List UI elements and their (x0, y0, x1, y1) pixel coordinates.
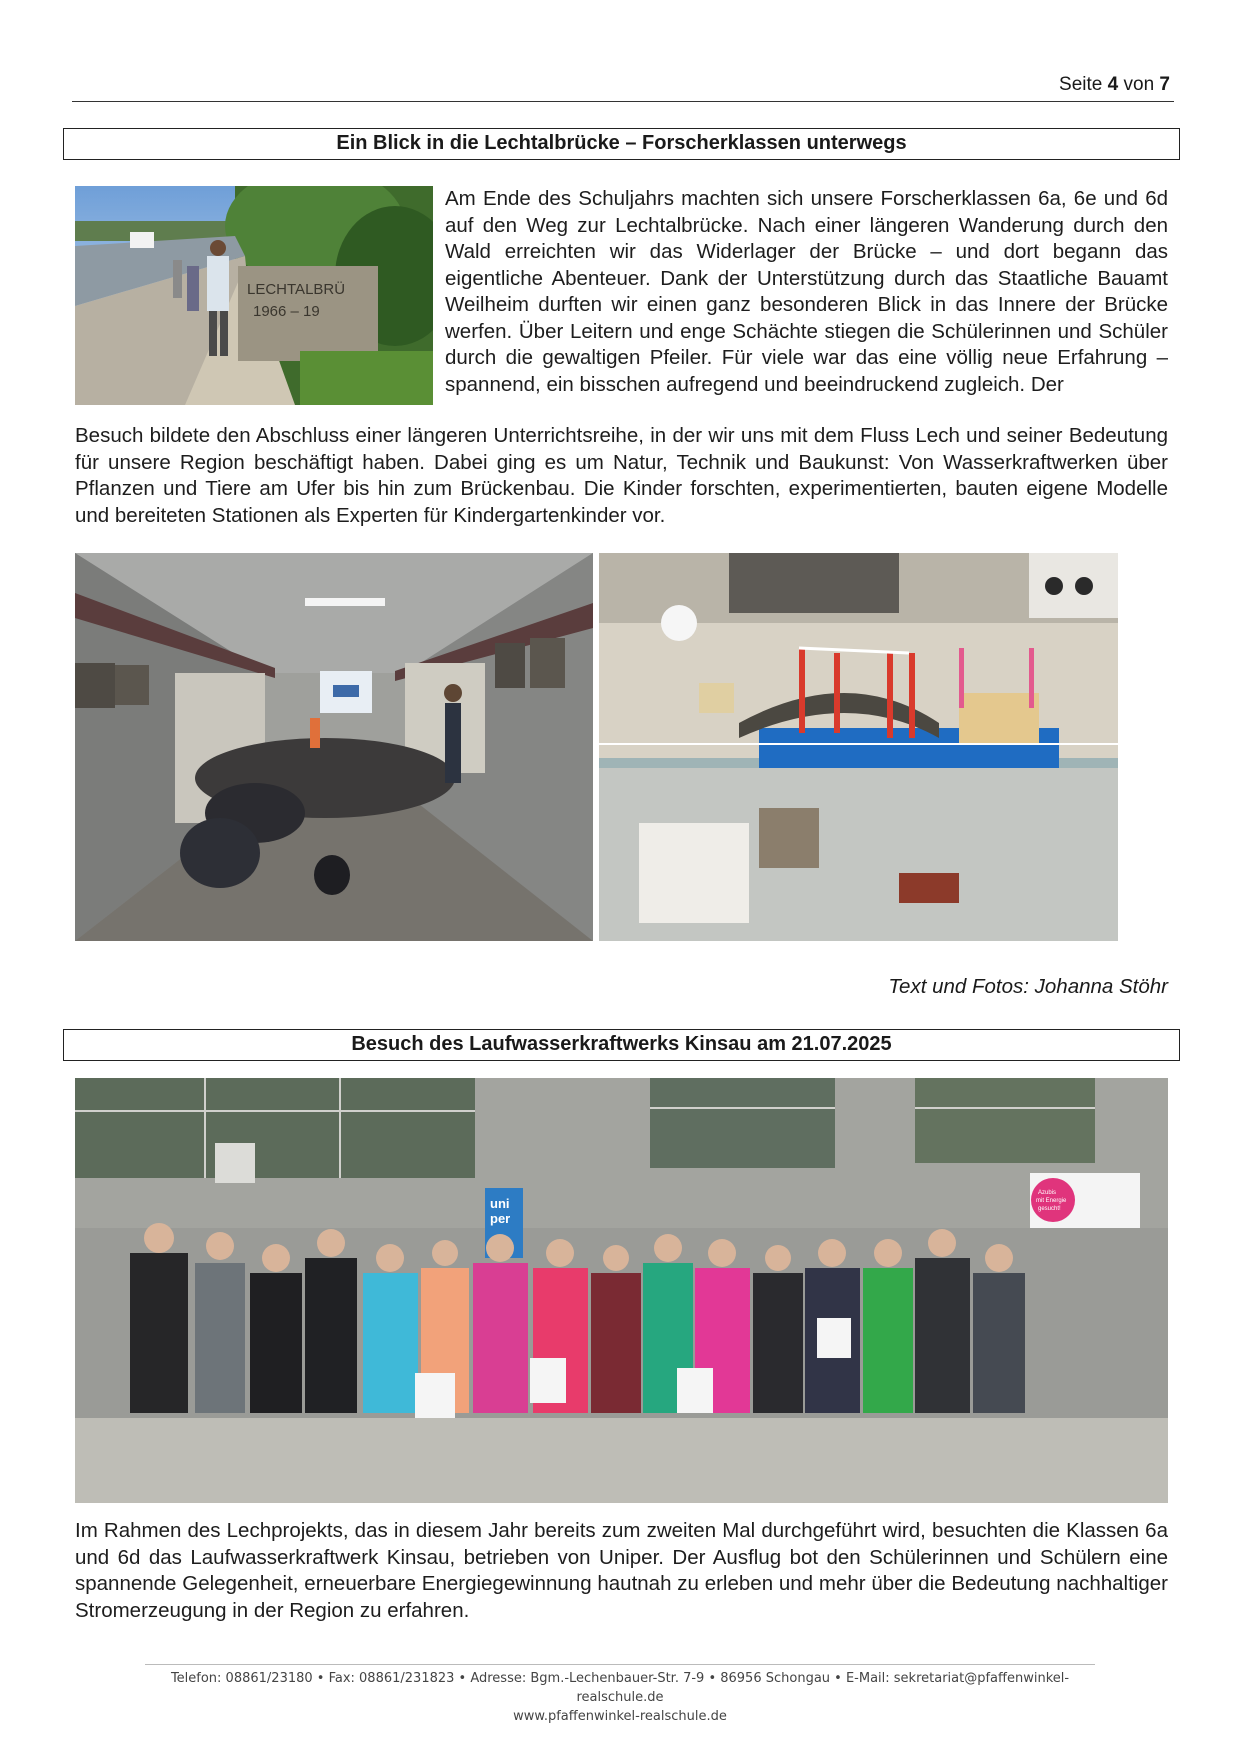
section-title-lechtalbruecke: Ein Blick in die Lechtalbrücke – Forscherklassen unterwegs (63, 128, 1180, 160)
page-sep: von (1123, 74, 1155, 95)
poster-text-2: mit Energie (1036, 1198, 1067, 1204)
section2-paragraph: Im Rahmen des Lechprojekts, das in diesem Jahr bereits zum zweiten Mal durchgeführt wird, besuchten die Klassen 6a und 6d das Laufwasserkraftwerk Kinsau, betrieben von Uniper. Der Ausflug bot den Schülerinnen und Schülern eine spannende Gelegenheit, erneuerbare Energiegewinnung hautnah zu erleben und mehr über die Bedeutung nachhaltiger Stromerzeugung in der Region zu erfahren. (75, 1519, 1168, 1622)
page-current: 4 (1107, 74, 1119, 95)
photo-credit: Text und Fotos: Johanna Stöhr (888, 975, 1168, 998)
poster-text-1: Azubis (1038, 1190, 1057, 1196)
page-total: 7 (1159, 74, 1170, 95)
uniper-logo-2: per (490, 1211, 511, 1226)
photo-bridge-walk (75, 186, 433, 405)
photo-bridge-interior (75, 553, 593, 941)
photo-bridge-model (599, 553, 1118, 941)
photo-group-kinsau (75, 1078, 1168, 1503)
section1-paragraph-full: Besuch bildete den Abschluss einer längeren Unterrichtsreihe, in der wir uns mit dem Fluss Lech und seiner Bedeutung für unsere Region beschäftigt haben. Dabei ging es um Natur, Technik und Baukunst: Von Wasserkraftwerken über Pflanzen und Tiere am Ufer bis hin zum Brückenbau. Die Kinder forschten, experimentierten, bauten eigene Modelle und bereiteten Stationen als Experten für Kindergartenkinder vor. (75, 424, 1168, 527)
page-prefix: Seite (1059, 74, 1103, 95)
page-header (72, 72, 1174, 102)
footer-contact: Telefon: 08861/23180 • Fax: 08861/231823 • Adresse: Bgm.-Lechenbauer-Str. 7-9 • 86956 Schongau • E-Mail: sekretariat@pfaffenwinkel-realschule.de (170, 1671, 1070, 1705)
footer-website[interactable]: www.pfaffenwinkel-realschule.de (513, 1709, 727, 1724)
poster-text-3: gesucht! (1038, 1206, 1061, 1212)
sign-text-2: 1966 – 19 (253, 303, 320, 320)
page-footer (145, 1664, 1095, 1726)
uniper-logo-1: uni (490, 1196, 510, 1211)
page-number (1059, 74, 1170, 96)
section-title-kinsau: Besuch des Laufwasserkraftwerks Kinsau am 21.07.2025 (63, 1029, 1180, 1061)
sign-text-1: LECHTALBRÜ (247, 281, 346, 298)
section1-paragraph-wrap: Am Ende des Schuljahrs machten sich unsere Forscherklassen 6a, 6e und 6d auf den Weg zur Lechtalbrücke. Nach einer längeren Wanderung durch den Wald erreichten wir das Widerlager der Brücke – und dort begann das eigentliche Abenteuer. Dank der Unterstützung durch das Staatliche Bauamt Weilheim durften wir einen ganz besonderen Blick in das Innere der Brücke werfen. Über Leitern und enge Schächte stiegen die Schülerinnen und Schüler durch die gewaltigen Pfeiler. Für viele war das eine völlig neue Erfahrung – spannend, ein bisschen aufregend und beeindruckend zugleich. Der (445, 187, 1168, 396)
